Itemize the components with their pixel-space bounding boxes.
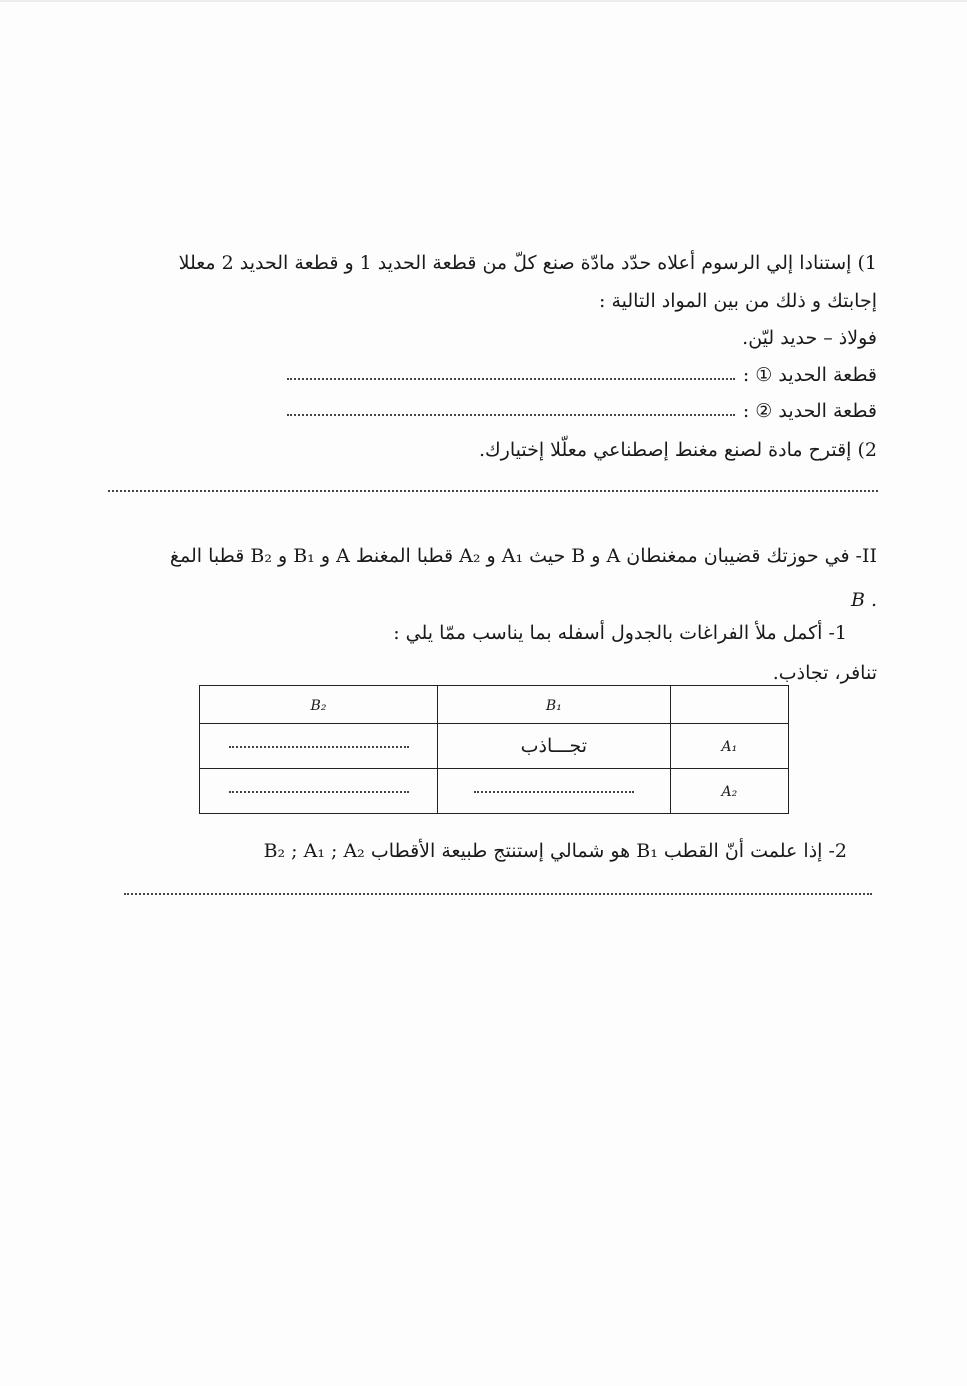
- table-header-b2: [200, 686, 438, 724]
- part1-question1-line2: إجابتك و ذلك من بين المواد التالية :: [599, 290, 877, 312]
- table-cell-a2-b1[interactable]: [438, 769, 671, 814]
- poles-interaction-table: [199, 685, 789, 814]
- table-cell-a1-b1-text: تجـــاذب: [520, 735, 588, 757]
- part1-piece2-label: قطعة الحديد ② :: [742, 400, 877, 422]
- table-cell-a1-b2[interactable]: [200, 724, 438, 769]
- part1-piece1-label: قطعة الحديد ① :: [742, 364, 877, 386]
- table-row-label-a1: [670, 724, 788, 769]
- table-header-b1-text: B₁: [545, 697, 562, 714]
- part1-materials-list: فولاذ – حديد ليّن.: [742, 327, 877, 349]
- table-cell-a1-b1: [438, 724, 671, 769]
- table-row-label-a2: [670, 769, 788, 814]
- answer-blank-a2-b1[interactable]: [474, 791, 634, 793]
- part2-question2: 2- إذا علمت أنّ القطب B₁ هو شمالي إستنتج طبيعة الأقطاب B₂ ; A₁ ; A₂: [263, 840, 847, 862]
- part1-question1-line1: 1) إستنادا إلي الرسوم أعلاه حدّد مادّة صنع كلّ من قطعة الحديد 1 و قطعة الحديد 2 معللا: [178, 252, 877, 274]
- answer-blank-part2-question2[interactable]: [124, 893, 872, 895]
- answer-blank-piece2[interactable]: [287, 414, 735, 416]
- part2-options: تنافر، تجاذب.: [772, 662, 877, 684]
- part1-question2: 2) إقترح مادة لصنع مغنط إصطناعي معلّلا إختيارك.: [478, 439, 877, 461]
- part2-question1: 1- أكمل ملأ الفراغات بالجدول أسفله بما يناسب ممّا يلي :: [393, 622, 847, 644]
- answer-blank-a2-b2[interactable]: [229, 791, 409, 793]
- table-row-label-a2-text: A₂: [721, 784, 738, 800]
- part2-intro-line1: II- في حوزتك قضيبان ممغنطان A و B حيث A₁ و A₂ قطبا المغنط A و B₁ و B₂ قطبا المغ: [169, 545, 877, 567]
- answer-blank-a1-b2[interactable]: [229, 746, 409, 748]
- part2-intro-line2: . B: [850, 589, 877, 611]
- table-header-empty: [670, 686, 788, 724]
- page-top-edge: [0, 0, 967, 2]
- table-cell-a2-b2[interactable]: [200, 769, 438, 814]
- answer-blank-piece1[interactable]: [287, 378, 735, 380]
- table-header-b2-text: B₂: [310, 697, 327, 714]
- table-header-b1: [438, 686, 671, 724]
- table-row-label-a1-text: A₁: [721, 739, 738, 755]
- answer-blank-question2[interactable]: [108, 490, 878, 492]
